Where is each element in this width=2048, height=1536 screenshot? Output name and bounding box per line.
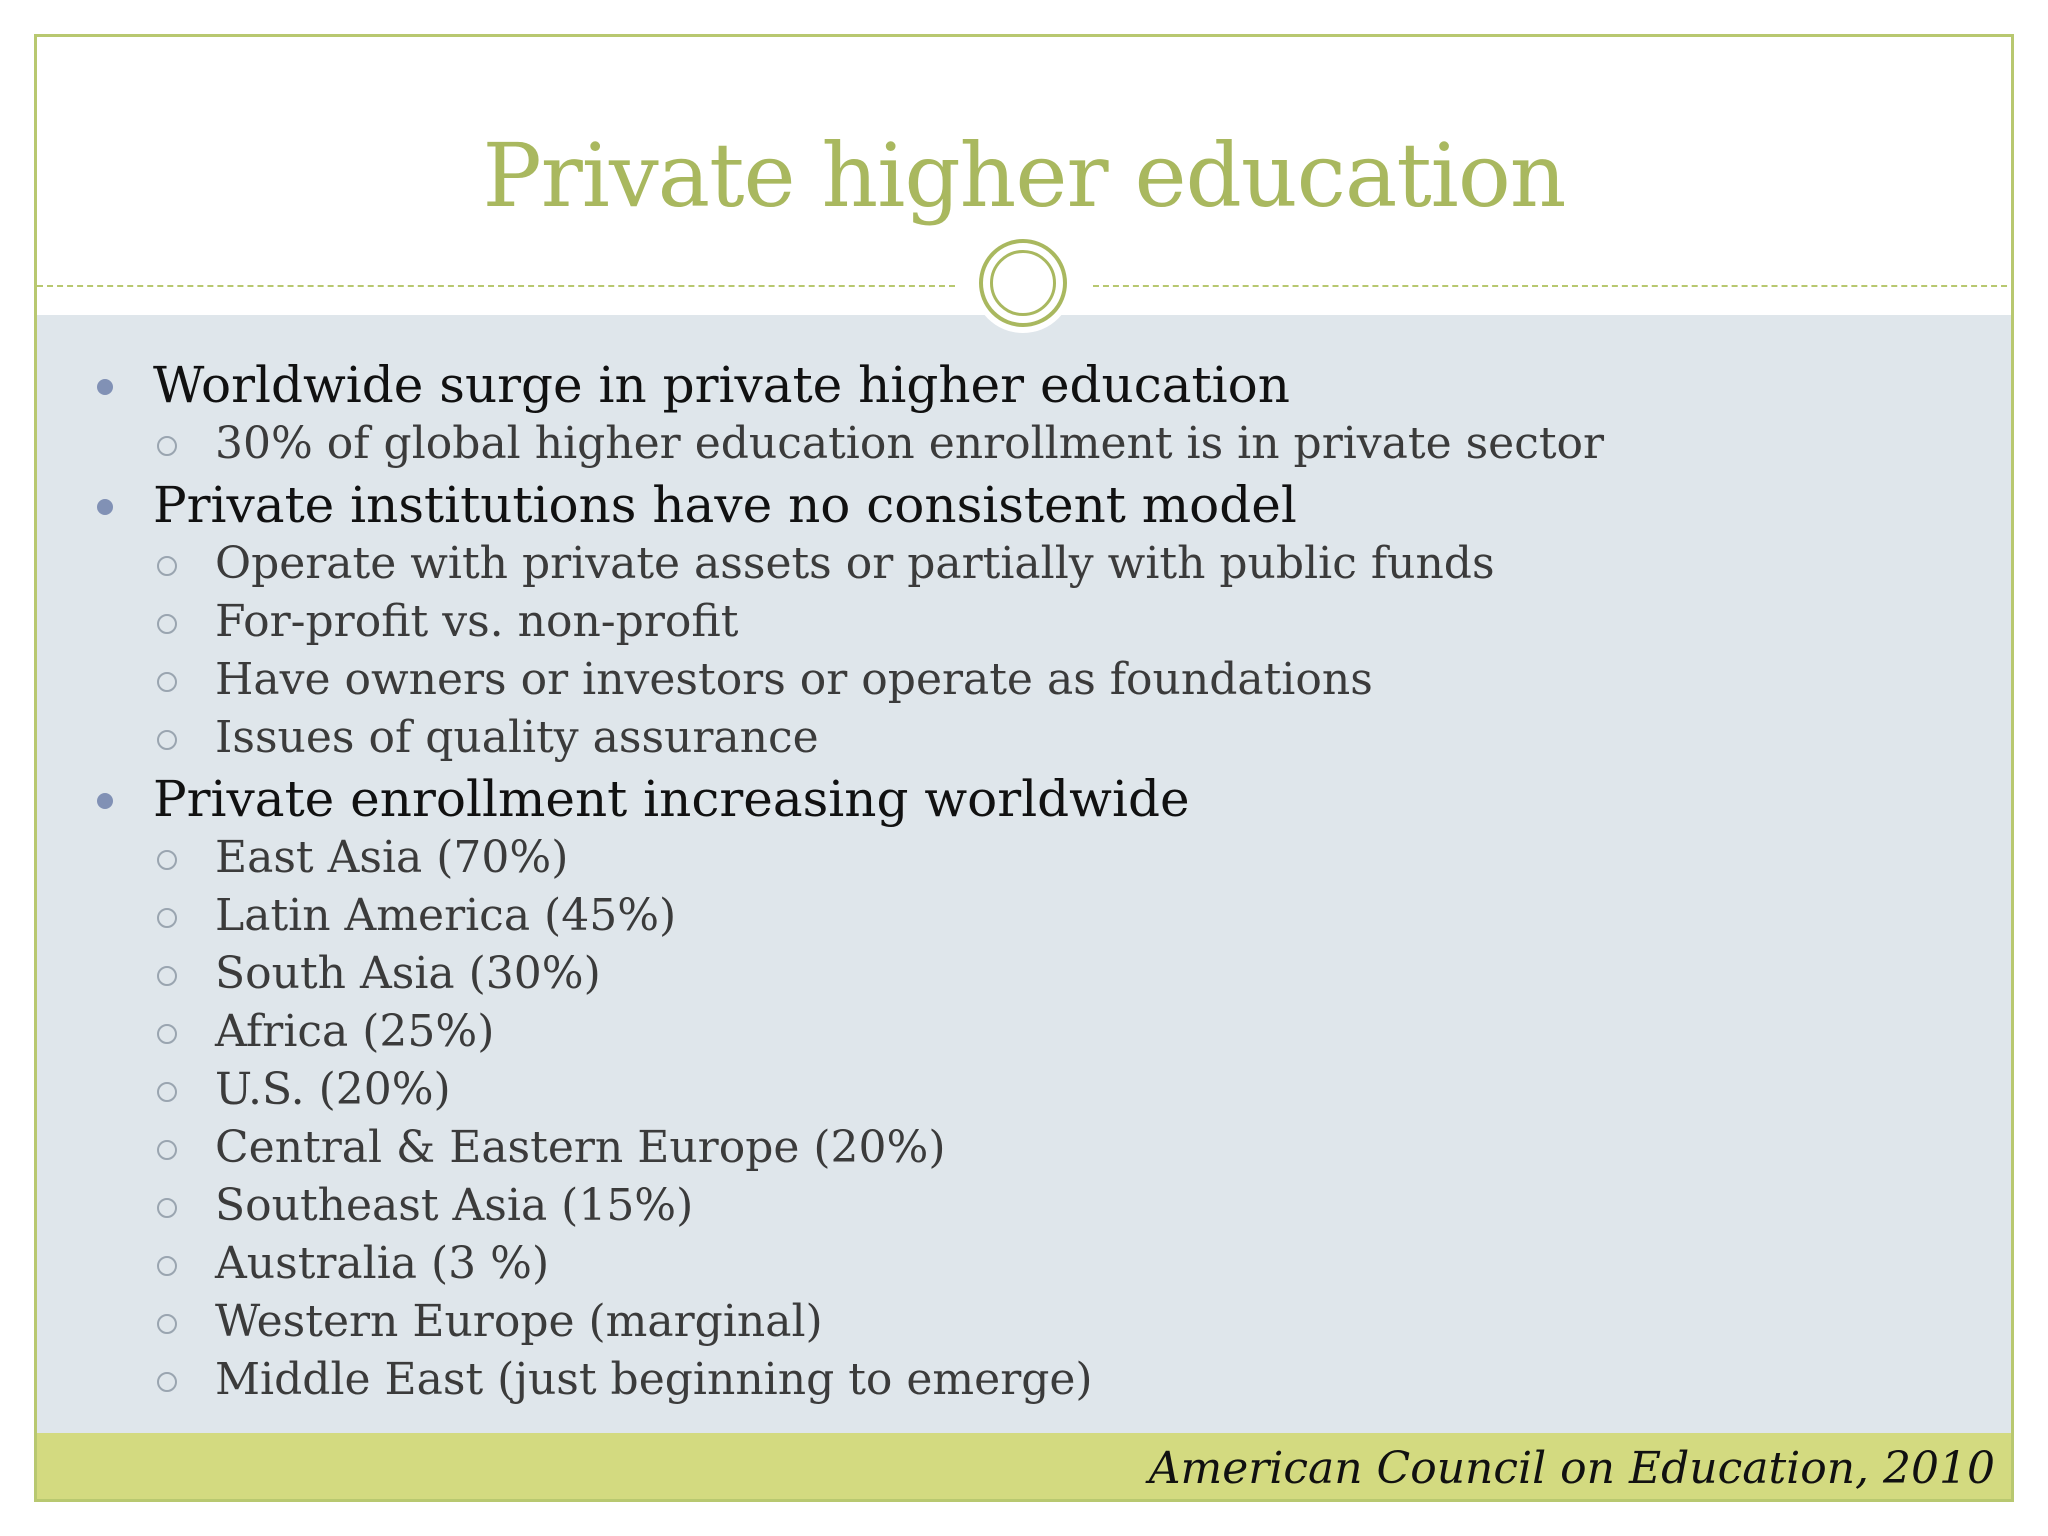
inner-ring-icon [990,250,1056,316]
sub-bullet-item [37,1351,2011,1409]
bullet-item [37,769,2011,829]
hollow-circle-icon [157,436,177,456]
sub-bullet-text: Have owners or investors or operate as foundations [215,654,1373,705]
footer-band [37,1433,2011,1502]
sub-bullet-item [37,709,2011,767]
sub-bullet-text: Western Europe (marginal) [215,1296,823,1347]
hollow-circle-icon [157,1082,177,1102]
sub-bullet-item [37,415,2011,473]
hollow-circle-icon [157,614,177,634]
sub-bullet-item [37,1235,2011,1293]
hollow-circle-icon [157,850,177,870]
hollow-circle-icon [157,966,177,986]
sub-bullet-text: Central & Eastern Europe (20%) [215,1122,946,1173]
citation: American Council on Education, 2010 [1148,1443,1995,1494]
sub-bullet-text: South Asia (30%) [215,948,601,999]
sub-bullet-item [37,1061,2011,1119]
hollow-circle-icon [157,1024,177,1044]
sub-bullet-text: Latin America (45%) [215,890,677,941]
sub-bullet-text: Australia (3 %) [215,1238,550,1289]
hollow-circle-icon [157,672,177,692]
sub-bullet-item [37,1177,2011,1235]
slide-title: Private higher education [482,124,1566,227]
bullet-text: Private enrollment increasing worldwide [153,770,1190,828]
hollow-circle-icon [157,556,177,576]
sub-bullet-item [37,887,2011,945]
divider-left [37,285,955,287]
sub-bullet-item [37,593,2011,651]
sub-bullet-text: 30% of global higher education enrollment is in private sector [215,418,1605,469]
hollow-circle-icon [157,1198,177,1218]
hollow-circle-icon [157,1372,177,1392]
sub-bullet-text: Africa (25%) [215,1006,495,1057]
divider-right [1093,285,2014,287]
sub-bullet-text: For-profit vs. non-profit [215,596,739,647]
sub-bullet-item [37,1293,2011,1351]
bullet-item [37,475,2011,535]
slide [34,34,2014,1502]
hollow-circle-icon [157,730,177,750]
sub-bullet-item [37,945,2011,1003]
sub-bullet-item [37,1003,2011,1061]
bullet-list [37,353,2011,1409]
sub-bullet-text: Middle East (just beginning to emerge) [215,1354,1093,1405]
sub-bullet-item [37,535,2011,593]
hollow-circle-icon [157,1140,177,1160]
hollow-circle-icon [157,1314,177,1334]
hollow-circle-icon [157,908,177,928]
sub-bullet-item [37,651,2011,709]
filled-dot-icon [97,793,113,809]
bullet-text: Private institutions have no consistent model [153,476,1297,534]
sub-bullet-text: U.S. (20%) [215,1064,451,1115]
hollow-circle-icon [157,1256,177,1276]
sub-bullet-text: East Asia (70%) [215,832,569,883]
filled-dot-icon [97,379,113,395]
filled-dot-icon [97,499,113,515]
sub-bullet-item [37,1119,2011,1177]
bullet-item [37,355,2011,415]
bullet-text: Worldwide surge in private higher education [153,356,1290,414]
sub-bullet-text: Issues of quality assurance [215,712,819,763]
sub-bullet-text: Operate with private assets or partially with public funds [215,538,1495,589]
sub-bullet-text: Southeast Asia (15%) [215,1180,694,1231]
sub-bullet-item [37,829,2011,887]
